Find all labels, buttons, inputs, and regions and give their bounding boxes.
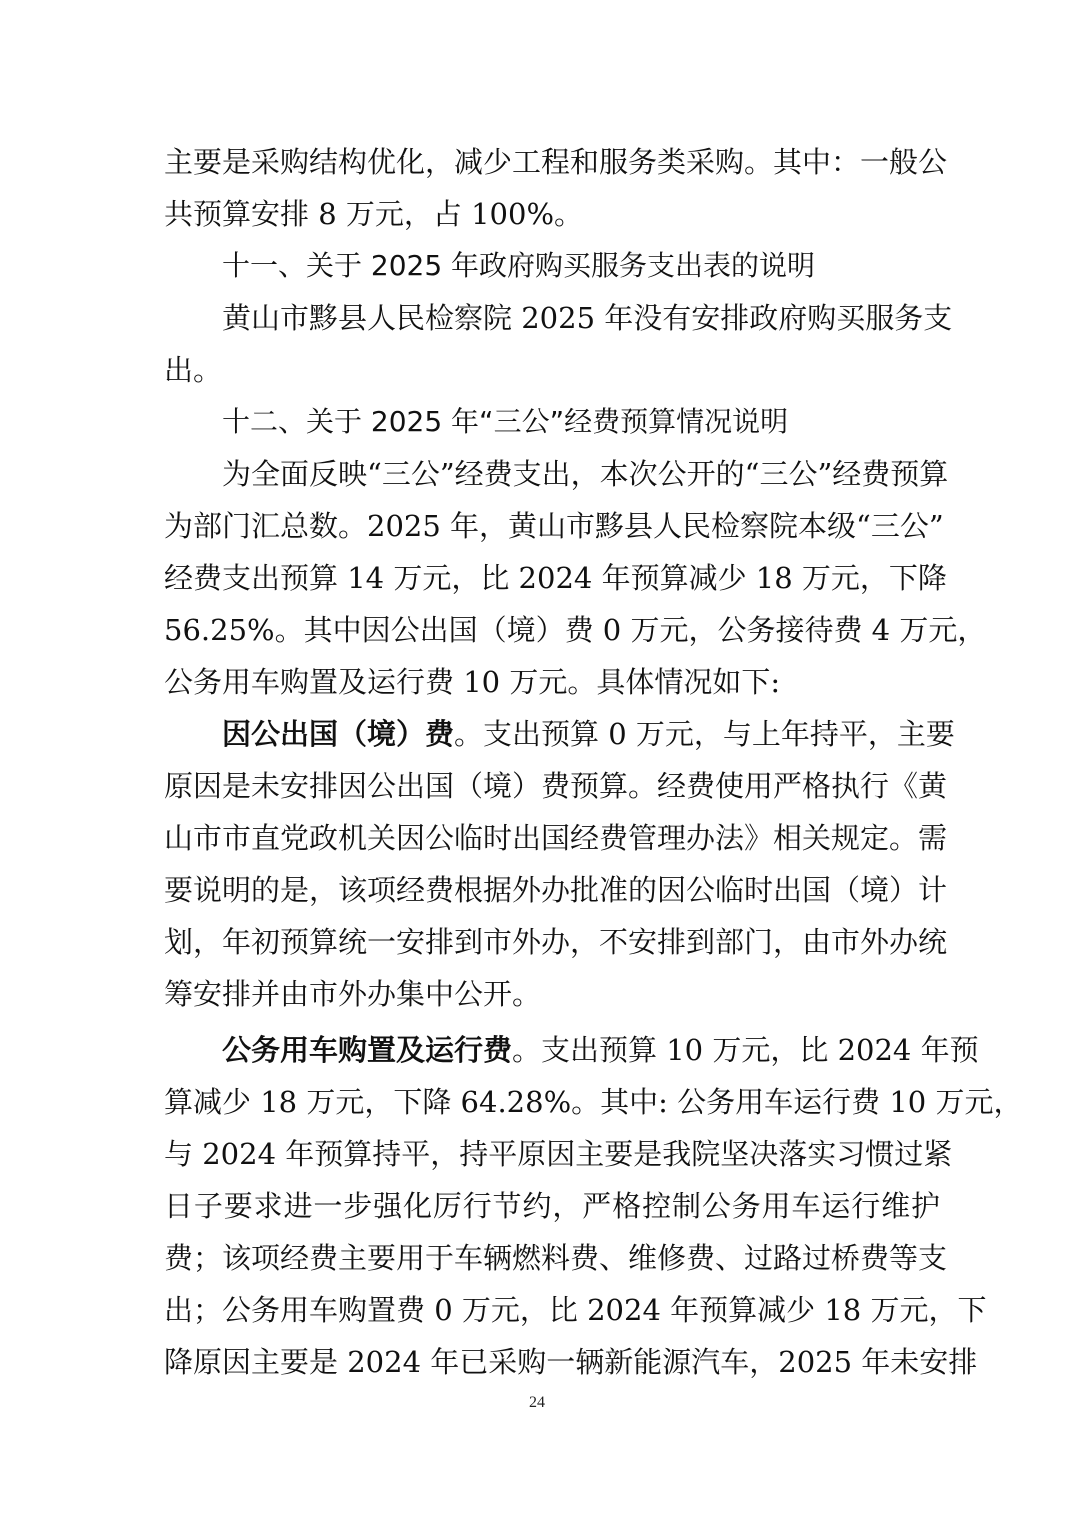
paragraph-line: 为全面反映“三公”经费支出，本次公开的“三公”经费预算 [222,457,949,491]
paragraph-line: 共预算安排 8 万元，占 100%。 [164,197,584,231]
subsection-title-vehicles: 公务用车购置及运行费 [222,1033,513,1067]
paragraph-line: 出。 [164,353,223,387]
paragraph-line: 降原因主要是 2024 年已采购一辆新能源汽车，2025 年未安排 [164,1345,978,1379]
section-heading-11: 十一、关于 2025 年政府购买服务支出表的说明 [222,249,816,282]
paragraph-line: 算减少 18 万元，下降 64.28%。其中: 公务用车运行费 10 万元， [164,1085,1023,1119]
paragraph-line: 主要是采购结构优化，减少工程和服务类采购。其中：一般公 [164,145,948,179]
paragraph-line [164,708,955,760]
paragraph-text: 。支出预算 10 万元，比 2024 年预 [512,1033,979,1067]
paragraph-line: 划，年初预算统一安排到市外办，不安排到部门，由市外办统 [164,925,948,959]
paragraph-line: 56.25%。其中因公出国（境）费 0 万元，公务接待费 4 万元， [164,613,987,647]
paragraph-line: 出；公务用车购置费 0 万元，比 2024 年预算减少 18 万元，下 [164,1293,987,1327]
section-heading-12: 十二、关于 2025 年“三公”经费预算情况说明 [222,405,789,438]
page-number: 24 [529,1394,545,1411]
paragraph-line: 与 2024 年预算持平，持平原因主要是我院坚决落实习惯过紧 [164,1137,953,1171]
paragraph-line: 筹安排并由市外办集中公开。 [164,977,542,1011]
subsection-title-overseas: 因公出国（境）费 [222,717,455,751]
paragraph-line: 黄山市黟县人民检察院 2025 年没有安排政府购买服务支 [222,301,953,335]
paragraph-line: 公务用车购置及运行费 10 万元。具体情况如下: [164,665,781,699]
paragraph-line: 要说明的是，该项经费根据外办批准的因公临时出国（境）计 [164,873,948,907]
paragraph-line: 原因是未安排因公出国（境）费预算。经费使用严格执行《黄 [164,769,948,803]
paragraph-line [164,1024,979,1076]
paragraph-line: 费；该项经费主要用于车辆燃料费、维修费、过路过桥费等支 [164,1241,948,1275]
paragraph-text: 。支出预算 0 万元，与上年持平，主要 [454,717,955,751]
paragraph-line: 山市市直党政机关因公临时出国经费管理办法》相关规定。需 [164,821,948,855]
paragraph-line: 日子要求进一步强化厉行节约，严格控制公务用车运行维护 [164,1189,940,1223]
paragraph-line: 经费支出预算 14 万元，比 2024 年预算减少 18 万元，下降 [164,561,947,595]
paragraph-line: 为部门汇总数。2025 年，黄山市黟县人民检察院本级“三公” [164,509,944,543]
